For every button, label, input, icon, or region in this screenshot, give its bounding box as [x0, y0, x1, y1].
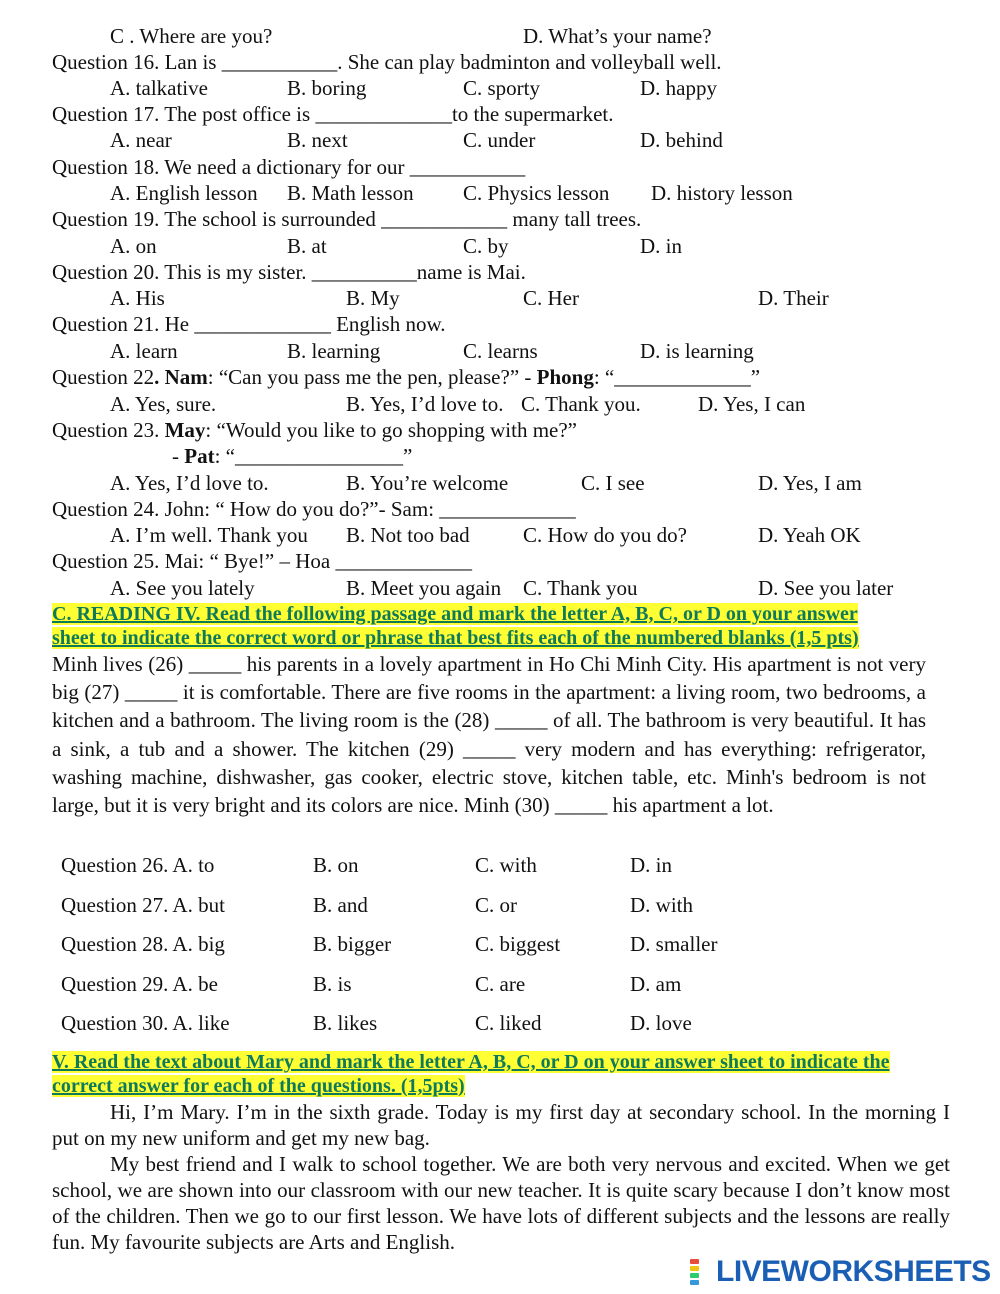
q17-option-d: D. behind — [640, 128, 723, 152]
q16-option-a: A. talkative — [110, 76, 208, 100]
q25-option-d: D. See you later — [758, 576, 894, 600]
q16-option-b: B. boring — [287, 76, 367, 100]
q19-option-b: B. at — [287, 234, 327, 258]
q20-option-a: A. His — [110, 286, 165, 310]
reading-heading-text-1: C. READING IV. Read the following passage and mark the letter A, B, C, or D on your answer — [52, 603, 858, 625]
reading-question-30: Question 30. A. like — [61, 1011, 230, 1035]
q22-prefix: Question 22 — [52, 365, 155, 389]
q21-option-a: A. learn — [110, 339, 178, 363]
q23-option-a: A. Yes, I’d love to. — [110, 471, 269, 495]
reading-question-26: Question 26. A. to — [61, 853, 215, 877]
q23-option-d: D. Yes, I am — [758, 471, 862, 495]
question-18: Question 18. We need a dictionary for our ___________ — [52, 155, 526, 179]
reading-q29-option-b: B. is — [313, 971, 352, 996]
q18-option-d: D. history lesson — [651, 181, 793, 205]
q18-option-b: B. Math lesson — [287, 181, 414, 205]
q22-option-d: D. Yes, I can — [698, 392, 806, 416]
q20-option-b: B. My — [346, 286, 400, 310]
reading-passage: Minh lives (26) _____ his parents in a lovely apartment in Ho Chi Minh City. His apartment is not very big (27) _____ it is comfortable. There are five rooms in the apartment: a living room, two bedrooms, a kitchen and a bathroom. The living room is the (28) _____ of all. The bathroom is very beautiful. It has a sink, a tub and a shower. The kitchen (29) _____ very modern and has everything: refrigerator, washing machine, dishwasher, gas cooker, electric stove, kitchen table, etc. Minh's bedroom is not large, but it is very bright and its colors are nice. Minh (30) _____ his apartment a lot. — [52, 652, 926, 818]
section5-heading-line-2 — [52, 1074, 950, 1098]
q22-option-c: C. Thank you. — [521, 392, 641, 416]
reading-q29-option-d: D. am — [630, 971, 682, 996]
reading-q28-option-b: B. bigger — [313, 932, 392, 956]
question-17: Question 17. The post office is _____________to the supermarket. — [52, 102, 614, 126]
q15-option-d: D. What’s your name? — [523, 24, 712, 48]
reading-q29-option-c: C. are — [475, 971, 526, 996]
mary-paragraph-1: Hi, I’m Mary. I’m in the sixth grade. Today is my first day at secondary school. In the morning I put on my new uniform and get my new bag. — [52, 1100, 950, 1150]
q20-option-c: C. Her — [523, 286, 579, 310]
q23-reply-line — [172, 444, 412, 468]
logo-square-1 — [690, 1259, 699, 1264]
q23-blank: : “________________” — [214, 444, 413, 468]
q22-speaker-nam: . Nam — [154, 365, 208, 389]
question-25: Question 25. Mai: “ Bye!” – Hoa _____________ — [52, 549, 472, 573]
reading-q30-option-d: D. love — [630, 1011, 692, 1035]
q17-option-b: B. next — [287, 128, 348, 152]
question-23 — [52, 418, 577, 442]
logo-square-4 — [690, 1280, 699, 1285]
question-20: Question 20. This is my sister. __________name is Mai. — [52, 260, 526, 284]
q22-speaker-phong: Phong — [536, 365, 594, 389]
reading-question-27: Question 27. A. but — [61, 892, 225, 917]
q22-option-b: B. Yes, I’d love to. — [346, 392, 504, 416]
q24-option-d: D. Yeah OK — [758, 523, 861, 547]
q23-prefix: Question 23. — [52, 418, 165, 442]
mary-text — [52, 1099, 950, 1255]
q22-prompt: : “Can you pass me the pen, please?” - — [207, 365, 537, 389]
q21-option-c: C. learns — [463, 339, 538, 363]
reading-q30-option-c: C. liked — [475, 1011, 542, 1035]
reading-q27-option-d: D. with — [630, 892, 693, 917]
q21-option-d: D. is learning — [640, 339, 754, 363]
q24-option-b: B. Not too bad — [346, 523, 470, 547]
reading-q26-option-c: C. with — [475, 853, 537, 877]
q22-option-a: A. Yes, sure. — [110, 392, 217, 416]
q25-option-b: B. Meet you again — [346, 576, 502, 600]
q19-option-c: C. by — [463, 234, 509, 258]
q23-dash: - — [172, 444, 185, 468]
question-16: Question 16. Lan is ___________. She can play badminton and volleyball well. — [52, 50, 722, 74]
reading-q28-option-c: C. biggest — [475, 932, 561, 956]
q15-option-c: C . Where are you? — [110, 24, 273, 48]
q23-prompt: : “Would you like to go shopping with me?” — [205, 418, 577, 442]
logo-square-2 — [690, 1266, 699, 1271]
q23-option-b: B. You’re welcome — [346, 471, 509, 495]
question-19: Question 19. The school is surrounded ____________ many tall trees. — [52, 207, 642, 231]
reading-q26-option-d: D. in — [630, 853, 672, 877]
q19-option-a: A. on — [110, 234, 157, 258]
q17-option-a: A. near — [110, 128, 172, 152]
reading-q26-option-b: B. on — [313, 853, 359, 877]
reading-question-29: Question 29. A. be — [61, 971, 218, 996]
liveworksheets-logo-text: LIVEWORKSHEETS — [716, 1255, 991, 1288]
question-21: Question 21. He _____________ English now. — [52, 312, 446, 336]
reading-q30-option-b: B. likes — [313, 1011, 378, 1035]
reading-heading-text-2: sheet to indicate the correct word or phrase that best fits each of the numbered blanks (1,5 pts) — [52, 627, 859, 649]
question-22 — [52, 365, 760, 389]
q21-option-b: B. learning — [287, 339, 381, 363]
logo-square-3 — [690, 1273, 699, 1278]
reading-heading-line-2 — [52, 626, 950, 650]
q17-option-c: C. under — [463, 128, 536, 152]
q24-option-a: A. I’m well. Thank you — [110, 523, 308, 547]
liveworksheets-logo[interactable] — [690, 1255, 991, 1289]
section5-heading-text-2: correct answer for each of the questions. (1,5pts) — [52, 1075, 465, 1097]
q23-option-c: C. I see — [581, 471, 645, 495]
section5-heading-line-1 — [52, 1050, 950, 1074]
reading-q27-option-b: B. and — [313, 892, 368, 917]
q16-option-c: C. sporty — [463, 76, 541, 100]
q19-option-d: D. in — [640, 234, 682, 258]
q25-option-c: C. Thank you — [523, 576, 638, 600]
mary-paragraph-2: My best friend and I walk to school together. We are both very nervous and excited. When we get school, we are shown into our classroom with our new teacher. It is quite scary because I don’t know most of the children. Then we go to our first lesson. We have lots of different subjects and the lessons are really fun. My favourite subjects are Arts and English. — [52, 1152, 950, 1254]
reading-heading-line-1 — [52, 602, 950, 626]
reading-q27-option-c: C. or — [475, 892, 517, 917]
q20-option-d: D. Their — [758, 286, 829, 310]
q22-blank: : “_____________” — [593, 365, 761, 389]
reading-q28-option-d: D. smaller — [630, 932, 718, 956]
q23-speaker-may: May — [164, 418, 206, 442]
q18-option-a: A. English lesson — [110, 181, 258, 205]
q25-option-a: A. See you lately — [110, 576, 255, 600]
section5-heading-text-1: V. Read the text about Mary and mark the letter A, B, C, or D on your answer sheet to indicate the — [52, 1051, 890, 1073]
question-24: Question 24. John: “ How do you do?”- Sam: _____________ — [52, 497, 576, 521]
reading-question-28: Question 28. A. big — [61, 932, 225, 956]
q23-speaker-pat: Pat — [184, 444, 215, 468]
q18-option-c: C. Physics lesson — [463, 181, 610, 205]
q24-option-c: C. How do you do? — [523, 523, 687, 547]
q16-option-d: D. happy — [640, 76, 717, 100]
liveworksheets-logo-icon — [690, 1259, 712, 1285]
